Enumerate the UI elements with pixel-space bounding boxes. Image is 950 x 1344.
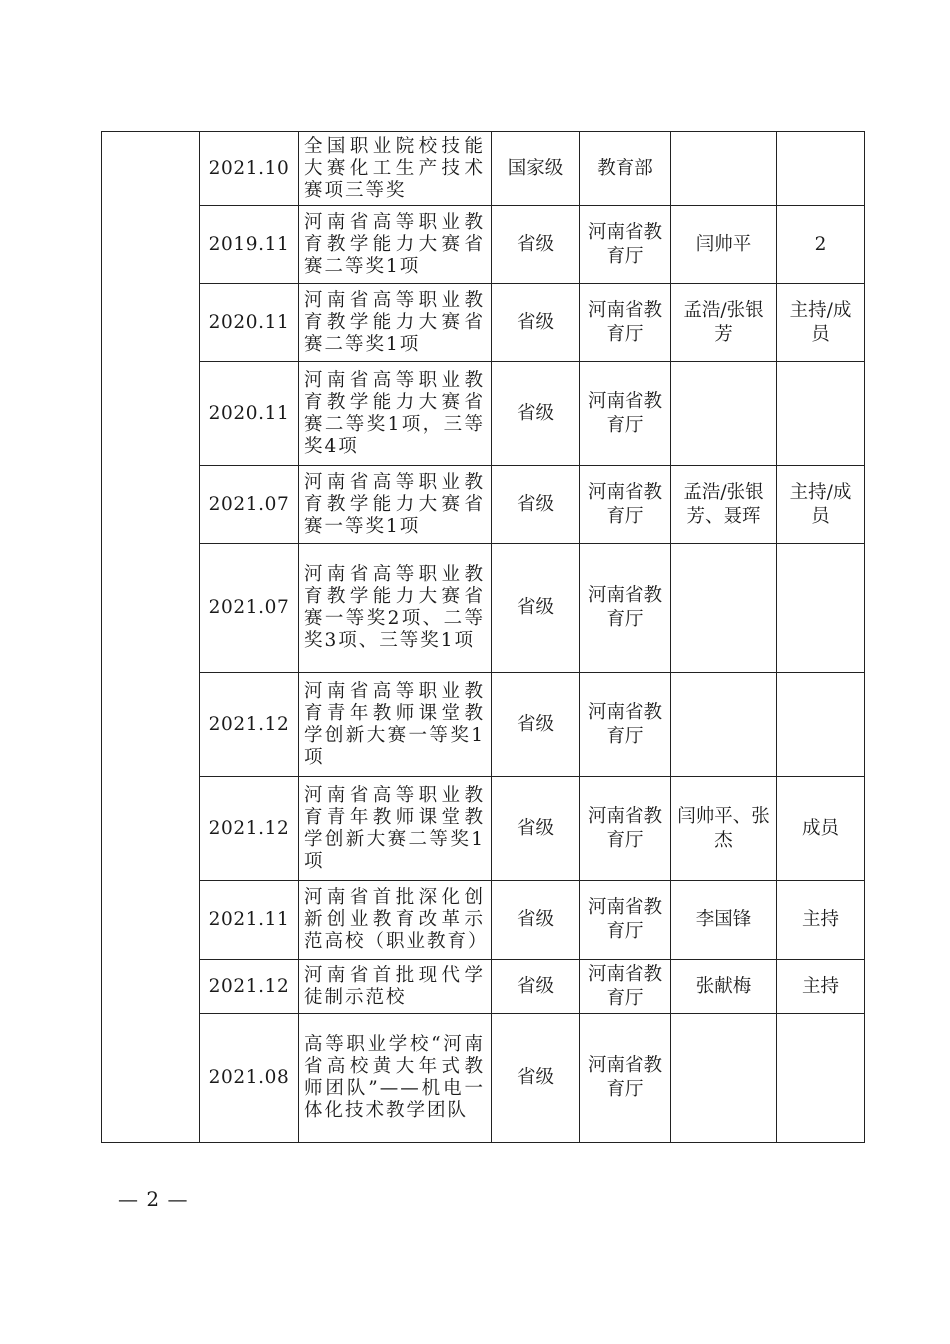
issuing-org: 河南省教育厅 <box>580 362 671 466</box>
table-row <box>102 284 865 362</box>
award-name: 河南省首批深化创新创业教育改革示范高校（职业教育） <box>299 881 492 960</box>
person: 李国锋 <box>671 881 777 960</box>
person: 孟浩/张银芳 <box>671 284 777 362</box>
award-name: 全国职业院校技能大赛化工生产技术赛项三等奖 <box>299 132 492 206</box>
award-level: 省级 <box>492 544 580 673</box>
award-level: 省级 <box>492 206 580 284</box>
issuing-org: 河南省教育厅 <box>580 960 671 1014</box>
award-level: 省级 <box>492 673 580 777</box>
role: 主持 <box>777 881 865 960</box>
page-number: — 2 — <box>118 1187 189 1211</box>
award-name: 河南省高等职业教育教学能力大赛省赛一等奖1项 <box>299 466 492 544</box>
award-name: 河南省高等职业教育教学能力大赛省赛一等奖2项、二等奖3项、三等奖1项 <box>299 544 492 673</box>
table-row <box>102 673 865 777</box>
award-level: 国家级 <box>492 132 580 206</box>
table-row <box>102 466 865 544</box>
issuing-org: 河南省教育厅 <box>580 206 671 284</box>
award-name: 河南省高等职业教育教学能力大赛省赛二等奖1项 <box>299 206 492 284</box>
award-date: 2019.11 <box>200 206 299 284</box>
award-date: 2021.11 <box>200 881 299 960</box>
role <box>777 1014 865 1143</box>
table-row <box>102 1014 865 1143</box>
award-level: 省级 <box>492 362 580 466</box>
table-row <box>102 777 865 881</box>
issuing-org: 河南省教育厅 <box>580 881 671 960</box>
role: 成员 <box>777 777 865 881</box>
table-row <box>102 362 865 466</box>
award-date: 2020.11 <box>200 284 299 362</box>
award-level: 省级 <box>492 466 580 544</box>
person <box>671 544 777 673</box>
role: 主持 <box>777 960 865 1014</box>
award-name: 河南省高等职业教育教学能力大赛省赛二等奖1项 <box>299 284 492 362</box>
issuing-org: 河南省教育厅 <box>580 1014 671 1143</box>
person: 闫帅平 <box>671 206 777 284</box>
person: 张献梅 <box>671 960 777 1014</box>
person <box>671 673 777 777</box>
award-level: 省级 <box>492 1014 580 1143</box>
award-name: 河南省高等职业教育青年教师课堂教学创新大赛一等奖1项 <box>299 673 492 777</box>
award-date: 2021.12 <box>200 960 299 1014</box>
award-date: 2021.08 <box>200 1014 299 1143</box>
table-row <box>102 881 865 960</box>
issuing-org: 河南省教育厅 <box>580 777 671 881</box>
award-date: 2020.11 <box>200 362 299 466</box>
issuing-org: 河南省教育厅 <box>580 544 671 673</box>
award-name: 河南省首批现代学徒制示范校 <box>299 960 492 1014</box>
award-date: 2021.10 <box>200 132 299 206</box>
category-cell <box>102 132 200 1143</box>
person <box>671 132 777 206</box>
award-level: 省级 <box>492 881 580 960</box>
role <box>777 673 865 777</box>
role: 主持/成员 <box>777 284 865 362</box>
awards-table <box>101 131 865 1143</box>
award-level: 省级 <box>492 960 580 1014</box>
table-row <box>102 960 865 1014</box>
role <box>777 544 865 673</box>
award-name: 河南省高等职业教育青年教师课堂教学创新大赛二等奖1项 <box>299 777 492 881</box>
table-row <box>102 206 865 284</box>
issuing-org: 河南省教育厅 <box>580 466 671 544</box>
table-row <box>102 544 865 673</box>
award-date: 2021.07 <box>200 466 299 544</box>
award-name: 河南省高等职业教育教学能力大赛省赛二等奖1项，三等奖4项 <box>299 362 492 466</box>
award-date: 2021.12 <box>200 777 299 881</box>
role <box>777 362 865 466</box>
award-level: 省级 <box>492 777 580 881</box>
issuing-org: 教育部 <box>580 132 671 206</box>
person: 闫帅平、张杰 <box>671 777 777 881</box>
role: 主持/成员 <box>777 466 865 544</box>
issuing-org: 河南省教育厅 <box>580 284 671 362</box>
person <box>671 1014 777 1143</box>
role <box>777 132 865 206</box>
award-date: 2021.07 <box>200 544 299 673</box>
table-row <box>102 132 865 206</box>
award-date: 2021.12 <box>200 673 299 777</box>
role: 2 <box>777 206 865 284</box>
award-name: 高等职业学校“河南省高校黄大年式教师团队”——机电一体化技术教学团队 <box>299 1014 492 1143</box>
person <box>671 362 777 466</box>
person: 孟浩/张银芳、聂珲 <box>671 466 777 544</box>
issuing-org: 河南省教育厅 <box>580 673 671 777</box>
award-level: 省级 <box>492 284 580 362</box>
